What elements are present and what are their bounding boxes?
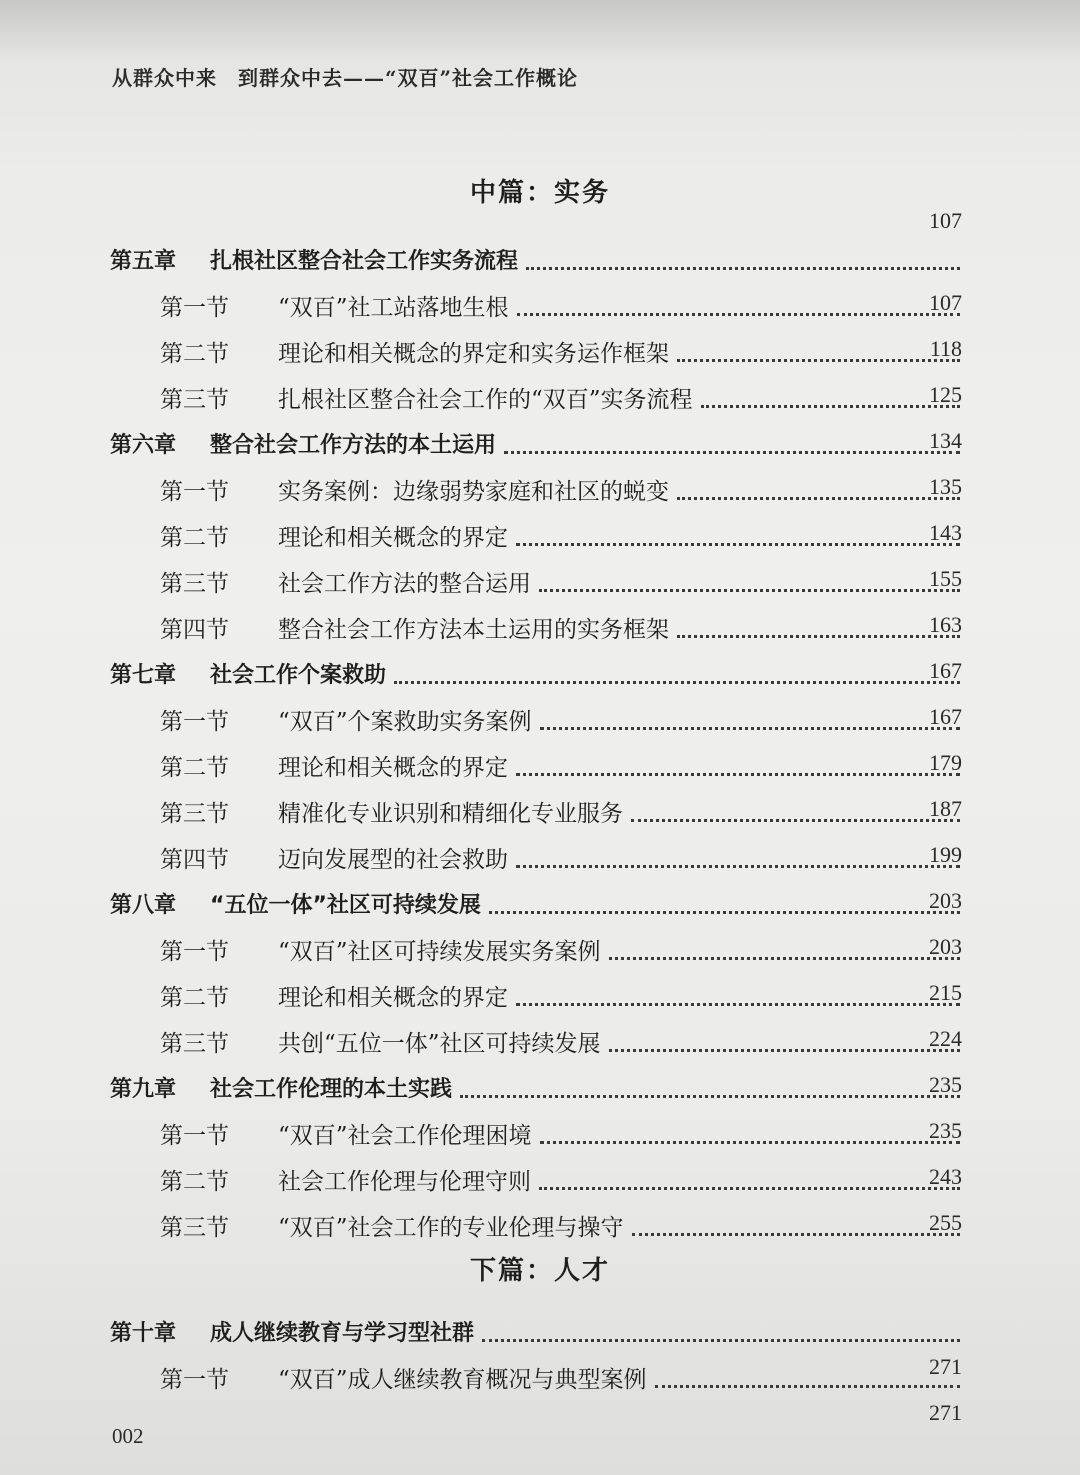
toc-page-number: 187 (929, 796, 962, 821)
toc-entry-label (110, 1074, 460, 1106)
section-number: 第四节 (160, 617, 229, 643)
chapter-number: 第八章 (110, 893, 177, 918)
toc-entry-label (160, 982, 516, 1014)
toc-entry-label (110, 430, 504, 462)
toc-entry-label (160, 568, 539, 600)
leader-dots (516, 855, 960, 868)
leader-dots (539, 1177, 960, 1190)
chapter-title: 社会工作个案救助 (210, 663, 387, 688)
toc-page-number: 203 (929, 888, 962, 913)
toc-page-number: 235 (929, 1118, 962, 1143)
part-title-lower: 下篇：人才 (469, 1256, 610, 1286)
toc-entry-label (160, 844, 516, 876)
section-number: 第一节 (160, 1367, 229, 1393)
section-number: 第二节 (160, 985, 229, 1011)
section-number: 第二节 (160, 525, 229, 551)
toc-page-number: 255 (929, 1210, 962, 1235)
toc-entry-label (160, 614, 677, 646)
section-number: 第一节 (160, 709, 229, 735)
toc-entry-label (160, 752, 516, 784)
leader-dots (517, 303, 960, 316)
toc-entry-label (110, 890, 489, 922)
toc-section-row (160, 1026, 960, 1060)
section-title: 实务案例：边缘弱势家庭和社区的蜕变 (278, 479, 669, 505)
toc-entry-label (110, 660, 394, 692)
section-number: 第二节 (160, 1169, 229, 1195)
toc-chapter-row (110, 1316, 960, 1350)
toc-page-number: 243 (929, 1164, 962, 1189)
section-number: 第一节 (160, 1123, 229, 1149)
leader-dots (609, 947, 960, 960)
toc-entry-label (160, 1028, 609, 1060)
toc-chapter-row (110, 1072, 960, 1106)
running-header: 从群众中来 到群众中去——“双百”社会工作概论 (112, 66, 579, 90)
toc-section-row (160, 474, 960, 508)
toc-entry-label (160, 522, 516, 554)
leader-dots (609, 1039, 960, 1052)
page-footer-number: 002 (112, 1424, 144, 1448)
toc-page-number: 179 (929, 750, 962, 775)
section-number: 第三节 (160, 571, 229, 597)
toc-section-row (160, 980, 960, 1014)
toc-entry-label (160, 292, 517, 324)
section-title: “双百”社会工作的专业伦理与操守 (278, 1215, 624, 1241)
leader-dots (516, 993, 960, 1006)
leader-dots (677, 349, 960, 362)
toc-entry-label (160, 338, 677, 370)
leader-dots (504, 441, 960, 454)
leader-dots (482, 1329, 960, 1342)
toc-page-number: 271 (929, 1354, 962, 1379)
toc-section-row (160, 1362, 960, 1396)
section-number: 第一节 (160, 295, 229, 321)
toc-page-number: 155 (929, 566, 962, 591)
toc-section-row (160, 612, 960, 646)
toc-page-number: 125 (929, 382, 962, 407)
leader-dots (701, 395, 960, 408)
part-title-middle: 中篇：实务 (469, 178, 610, 208)
chapter-title: 社会工作伦理的本土实践 (210, 1077, 453, 1102)
toc-entry-label (160, 936, 609, 968)
chapter-number: 第九章 (110, 1077, 177, 1102)
section-number: 第四节 (160, 847, 229, 873)
leader-dots (655, 1375, 960, 1388)
toc-entry-label (160, 384, 701, 416)
section-title: “双百”成人继续教育概况与典型案例 (278, 1367, 647, 1393)
toc-section-row (160, 842, 960, 876)
section-title: “双百”个案救助实务案例 (278, 709, 532, 735)
section-number: 第三节 (160, 801, 229, 827)
toc-page-number: 199 (929, 842, 962, 867)
section-title: 社会工作伦理与伦理守则 (278, 1169, 531, 1195)
toc-chapter-row (110, 428, 960, 462)
section-number: 第三节 (160, 1215, 229, 1241)
toc-section-row (160, 704, 960, 738)
section-number: 第二节 (160, 341, 229, 367)
leader-dots (394, 671, 960, 684)
toc-entry-label (160, 1364, 655, 1396)
toc-chapter-row (110, 658, 960, 692)
leader-dots (539, 579, 960, 592)
toc-entry-label (160, 798, 631, 830)
chapter-number: 第七章 (110, 663, 177, 688)
section-title: 精准化专业识别和精细化专业服务 (278, 801, 623, 827)
toc-section-row (160, 1118, 960, 1152)
leader-dots (516, 533, 960, 546)
toc-page-number: 224 (929, 1026, 962, 1051)
section-number: 第一节 (160, 479, 229, 505)
leader-dots (677, 625, 960, 638)
toc-entry-label (110, 1318, 482, 1350)
leader-dots (632, 1223, 960, 1236)
toc-section-row (160, 750, 960, 784)
toc-page-number: 107 (929, 290, 962, 315)
toc-section-row (160, 934, 960, 968)
section-title: “双百”社区可持续发展实务案例 (278, 939, 601, 965)
chapter-title: 扎根社区整合社会工作实务流程 (210, 249, 519, 274)
toc-section-row (160, 1164, 960, 1198)
section-title: 整合社会工作方法本土运用的实务框架 (278, 617, 669, 643)
leader-dots (631, 809, 960, 822)
toc-page-number: 167 (929, 704, 962, 729)
section-title: 理论和相关概念的界定 (278, 985, 508, 1011)
section-number: 第一节 (160, 939, 229, 965)
section-title: 扎根社区整合社会工作的“双百”实务流程 (278, 387, 693, 413)
section-title: “双百”社工站落地生根 (278, 295, 509, 321)
toc-section-row (160, 336, 960, 370)
leader-dots (540, 717, 960, 730)
toc-page-number: 143 (929, 520, 962, 545)
chapter-title: “五位一体”社区可持续发展 (210, 893, 481, 918)
toc-page-number: 235 (929, 1072, 962, 1097)
toc-entry-label (160, 706, 540, 738)
toc-page-number: 163 (929, 612, 962, 637)
leader-dots (516, 763, 960, 776)
toc-section-row (160, 290, 960, 324)
toc-section-row (160, 382, 960, 416)
toc-entry-label (160, 476, 677, 508)
toc-entry-label (160, 1212, 632, 1244)
section-number: 第三节 (160, 1031, 229, 1057)
section-title: “双百”社会工作伦理困境 (278, 1123, 532, 1149)
toc-chapter-row (110, 244, 960, 278)
toc-page-number: 134 (929, 428, 962, 453)
section-title: 理论和相关概念的界定和实务运作框架 (278, 341, 669, 367)
toc-entry-label (110, 246, 526, 278)
part-page-number: 107 (929, 208, 962, 233)
leader-dots (677, 487, 960, 500)
toc-section-row (160, 520, 960, 554)
toc-page-number: 215 (929, 980, 962, 1005)
toc-chapter-row (110, 888, 960, 922)
toc-section-row (160, 566, 960, 600)
toc-entry-label (160, 1120, 540, 1152)
chapter-number: 第十章 (110, 1321, 177, 1346)
toc-section-row (160, 796, 960, 830)
toc-page-number: 167 (929, 658, 962, 683)
section-title: 理论和相关概念的界定 (278, 755, 508, 781)
toc-section-row (160, 1210, 960, 1244)
toc-page-number: 118 (929, 336, 962, 361)
toc-page-number: 135 (929, 474, 962, 499)
leader-dots (526, 257, 960, 270)
section-number: 第二节 (160, 755, 229, 781)
section-title: 社会工作方法的整合运用 (278, 571, 531, 597)
chapter-title: 整合社会工作方法的本土运用 (210, 433, 497, 458)
chapter-number: 第五章 (110, 249, 177, 274)
leader-dots (460, 1085, 960, 1098)
toc-page-number: 203 (929, 934, 962, 959)
section-title: 共创“五位一体”社区可持续发展 (278, 1031, 601, 1057)
section-title: 理论和相关概念的界定 (278, 525, 508, 551)
chapter-number: 第六章 (110, 433, 177, 458)
section-title: 迈向发展型的社会救助 (278, 847, 508, 873)
chapter-title: 成人继续教育与学习型社群 (210, 1321, 475, 1346)
leader-dots (540, 1131, 960, 1144)
section-number: 第三节 (160, 387, 229, 413)
toc-page-number: 271 (929, 1400, 962, 1425)
toc-entry-label (160, 1166, 539, 1198)
leader-dots (489, 901, 960, 914)
